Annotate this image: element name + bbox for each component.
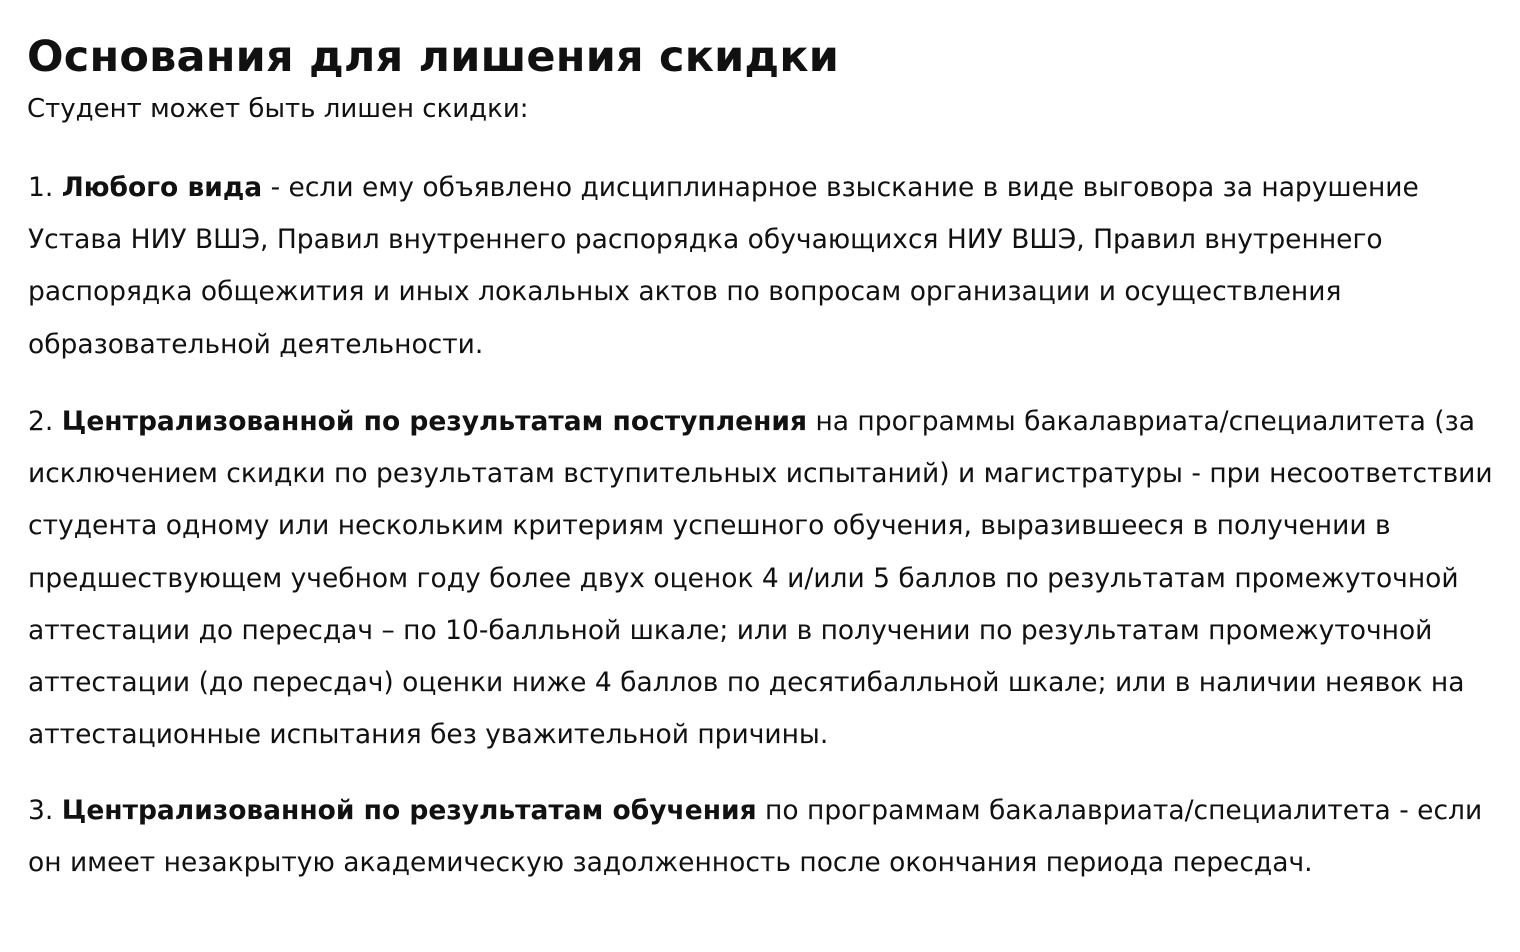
list-item (28, 162, 1508, 371)
item-bold-term: Любого вида (61, 172, 263, 203)
page-title: Основания для лишения скидки (27, 32, 840, 82)
item-bold-term: Централизованной по результатам поступления (61, 406, 807, 437)
item-text: на программы бакалавриата/специалитета (за исключением скидки по результатам вступительных испытаний) и магистратуры - при несоответствии студента одному или нескольким критериям успешного обучения, выразившееся в получении в предшествующем учебном году более двух оценок 4 и/или 5 баллов по результатам промежуточной аттестации до пересдач – по 10-балльной шкале; или в получении по результатам промежуточной аттестации (до пересдач) оценки ниже 4 баллов по десятибалльной шкале; или в наличии неявок на аттестационные испытания без уважительной причины. (28, 406, 1493, 751)
item-text: - если ему объявлено дисциплинарное взыскание в виде выговора за нарушение Устава НИУ ВШЭ, Правил внутреннего распорядка обучающихся НИУ ВШЭ, Правил внутреннего распорядка общежития и иных локальных актов по вопросам организации и осуществления образовательной деятельности. (28, 172, 1419, 360)
item-number: 3. (28, 795, 54, 826)
item-number: 1. (28, 172, 54, 203)
intro-text: Студент может быть лишен скидки: (27, 94, 529, 124)
item-number: 2. (28, 406, 54, 437)
item-text: по программам бакалавриата/специалитета - если он имеет незакрытую академическую задолженность после окончания периода пересдач. (28, 795, 1483, 879)
list-item (28, 785, 1508, 889)
list-item (28, 396, 1508, 761)
item-bold-term: Централизованной по результатам обучения (61, 795, 757, 826)
